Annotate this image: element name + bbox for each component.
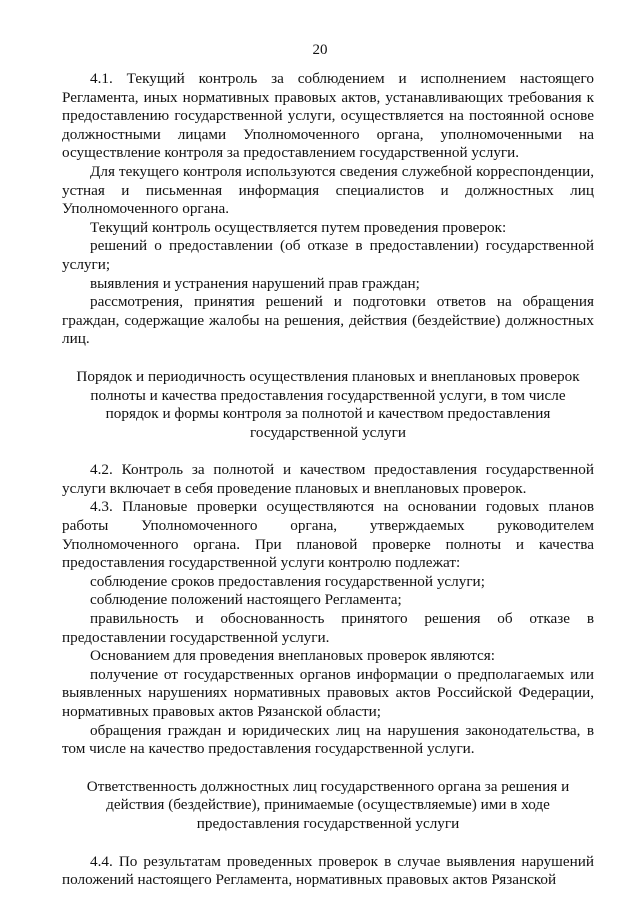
paragraph: получение от государственных органов информации о предполагаемых или выявленных нарушениях нормативных правовых актов Российской Федерации, нормативных правовых актов Рязанской области; [62,665,594,720]
paragraph: рассмотрения, принятия решений и подготовки ответов на обращения граждан, содержащие жалобы на решения, действия (бездействие) должностных лиц. [62,293,594,348]
paragraph: выявления и устранения нарушений прав граждан; [90,274,420,292]
paragraph: Основанием для проведения внеплановых проверок являются: [90,647,495,665]
paragraph-4-4: 4.4. По результатам проведенных проверок в случае выявления нарушений положений настоящего Регламента, нормативных правовых актов Рязанской [62,852,594,889]
paragraph: обращения граждан и юридических лиц на нарушения законодательства, в том числе на качество предоставления государственной услуги. [62,721,594,758]
paragraph: правильность и обоснованность принятого решения об отказе в предоставлении государственной услуги. [62,610,594,646]
paragraph-4-1: 4.1. Текущий контроль за соблюдением и исполнением настоящего Регламента, иных нормативных правовых актов, устанавливающих требования к предоставлению государственной услуги, осуществляется на постоянной основе должностными лицами Уполномоченного органа, уполномоченными на осуществление контроля за предоставлением государственной услуги. [62,70,594,162]
paragraph: Для текущего контроля используются сведения служебной корреспонденции, устная и письменная информация специалистов и должностных лиц Уполномоченного органа. [62,162,594,218]
section-heading-inspections: Порядок и периодичность осуществления плановых и внеплановых проверок полноты и качества предоставления государственной услуги, в том числе порядок и формы контроля за полнотой и качеством предоставления государственной услуги [76,367,580,441]
paragraph: решений о предоставлении (об отказе в предоставлении) государственной услуги; [62,237,594,273]
section-heading-responsibility: Ответственность должностных лиц государственного органа за решения и действия (бездействие), принимаемые (осуществляемые) ими в ходе предоставления государственной услуги [86,777,570,832]
paragraph: соблюдение сроков предоставления государственной услуги; [90,572,485,590]
paragraph: Текущий контроль осуществляется путем проведения проверок: [90,218,507,236]
page-number: 20 [312,42,328,58]
paragraph-4-2: 4.2. Контроль за полнотой и качеством предоставления государственной услуги включает в себя проведение плановых и внеплановых проверок. [62,461,594,497]
paragraph-4-3: 4.3. Плановые проверки осуществляются на основании годовых планов работы Уполномоченного органа, утверждаемых руководителем Уполномоченного органа. При плановой проверке полноты и качества предоставления государственной услуги контролю подлежат: [62,498,594,572]
document-body [62,70,594,890]
paragraph: соблюдение положений настоящего Регламента; [90,591,402,609]
